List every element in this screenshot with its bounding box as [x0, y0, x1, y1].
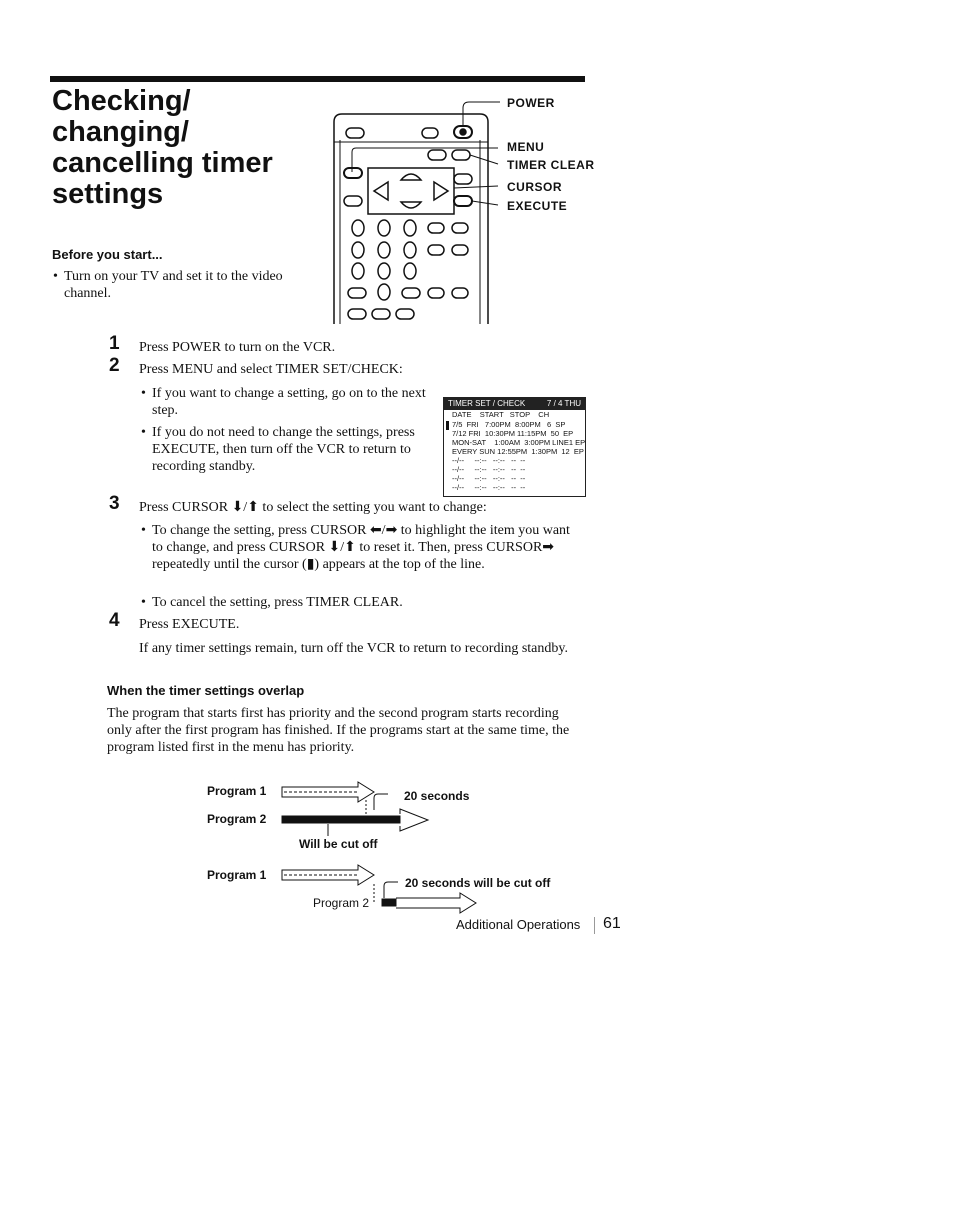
step-3-text: Press CURSOR ⬇/⬆ to select the setting you want to change: [139, 500, 487, 515]
osd-row: --/-- --:-- --:-- -- -- [452, 465, 526, 474]
step-1-number: 1 [109, 333, 120, 354]
osd-row: --/-- --:-- --:-- -- -- [452, 474, 526, 483]
osd-column-header: DATE START STOP CH [452, 410, 550, 419]
footer-divider [594, 917, 595, 934]
overlap-text: The program that starts first has priority and the second program starts recording only after the first program has finished. If the programs start at the same time, the program listed first in the menu has priority. [107, 706, 570, 755]
page-title: Checking/ changing/ cancelling timer settings [52, 85, 273, 210]
diagram1-cutoff-label: Will be cut off [299, 837, 378, 851]
step-2-bullet-2: • If you do not need to change the settings, press EXECUTE, then turn off the VCR to return to recording standby. [152, 424, 427, 475]
osd-row: --/-- --:-- --:-- -- -- [452, 483, 526, 492]
step-2-bullet-1: • If you want to change a setting, go on to the next step. [152, 385, 427, 419]
step-3-bullet-1: • To change the setting, press CURSOR ⬅/➡ to highlight the item you want to change, and press CURSOR ⬇/⬆ to reset it. Then, press CURSOR➡ repeatedly until the cursor (▮) appears at the top of the line. [152, 522, 580, 573]
page-number: 61 [603, 915, 621, 932]
diagram1-program1-label: Program 1 [207, 784, 267, 798]
footer-section: Additional Operations [456, 917, 581, 932]
osd-header-bar [444, 398, 585, 410]
osd-row: MON-SAT 1:00AM 3:00PM LINE1 EP [452, 438, 586, 447]
menu-label: MENU [507, 140, 545, 154]
step-4-note: If any timer settings remain, turn off the VCR to return to recording standby. [139, 641, 568, 656]
diagram2-program1-label: Program 1 [207, 868, 267, 882]
osd-title: TIMER SET / CHECK [448, 399, 526, 408]
step-3-bullet-2: • To cancel the setting, press TIMER CLEAR. [152, 594, 580, 611]
step-4-text: Press EXECUTE. [139, 617, 240, 632]
osd-row: 7/5 FRI 7:00PM 8:00PM 6 SP [452, 420, 566, 429]
top-rule [50, 76, 585, 82]
diagram2-delay-label: 20 seconds will be cut off [405, 876, 551, 890]
timer-clear-label: TIMER CLEAR [507, 158, 595, 172]
before-start-heading: Before you start... [52, 247, 163, 262]
cursor-label: CURSOR [507, 180, 563, 194]
remote-control-illustration [330, 92, 500, 324]
step-4-number: 4 [109, 610, 120, 631]
osd-row: --/-- --:-- --:-- -- -- [452, 456, 526, 465]
diagram2-program2-label: Program 2 [313, 896, 370, 910]
step-1-text: Press POWER to turn on the VCR. [139, 340, 336, 355]
step-3-number: 3 [109, 493, 120, 514]
osd-cursor [446, 421, 449, 430]
step-2-text: Press MENU and select TIMER SET/CHECK: [139, 362, 403, 377]
osd-row: EVERY SUN 12:55PM 1:30PM 12 EP [452, 447, 584, 456]
before-start-bullet: • Turn on your TV and set it to the video channel. [64, 268, 284, 302]
power-label: POWER [507, 96, 555, 110]
overlap-heading: When the timer settings overlap [107, 683, 305, 698]
step-2-number: 2 [109, 355, 120, 376]
timer-set-check-screen [443, 397, 586, 497]
execute-label: EXECUTE [507, 199, 568, 213]
osd-row: 7/12 FRI 10:30PM 11:15PM 50 EP [452, 429, 574, 438]
diagram1-program2-label: Program 2 [207, 812, 267, 826]
osd-date: 7 / 4 THU [546, 399, 581, 408]
diagram1-delay-label: 20 seconds [404, 789, 470, 803]
